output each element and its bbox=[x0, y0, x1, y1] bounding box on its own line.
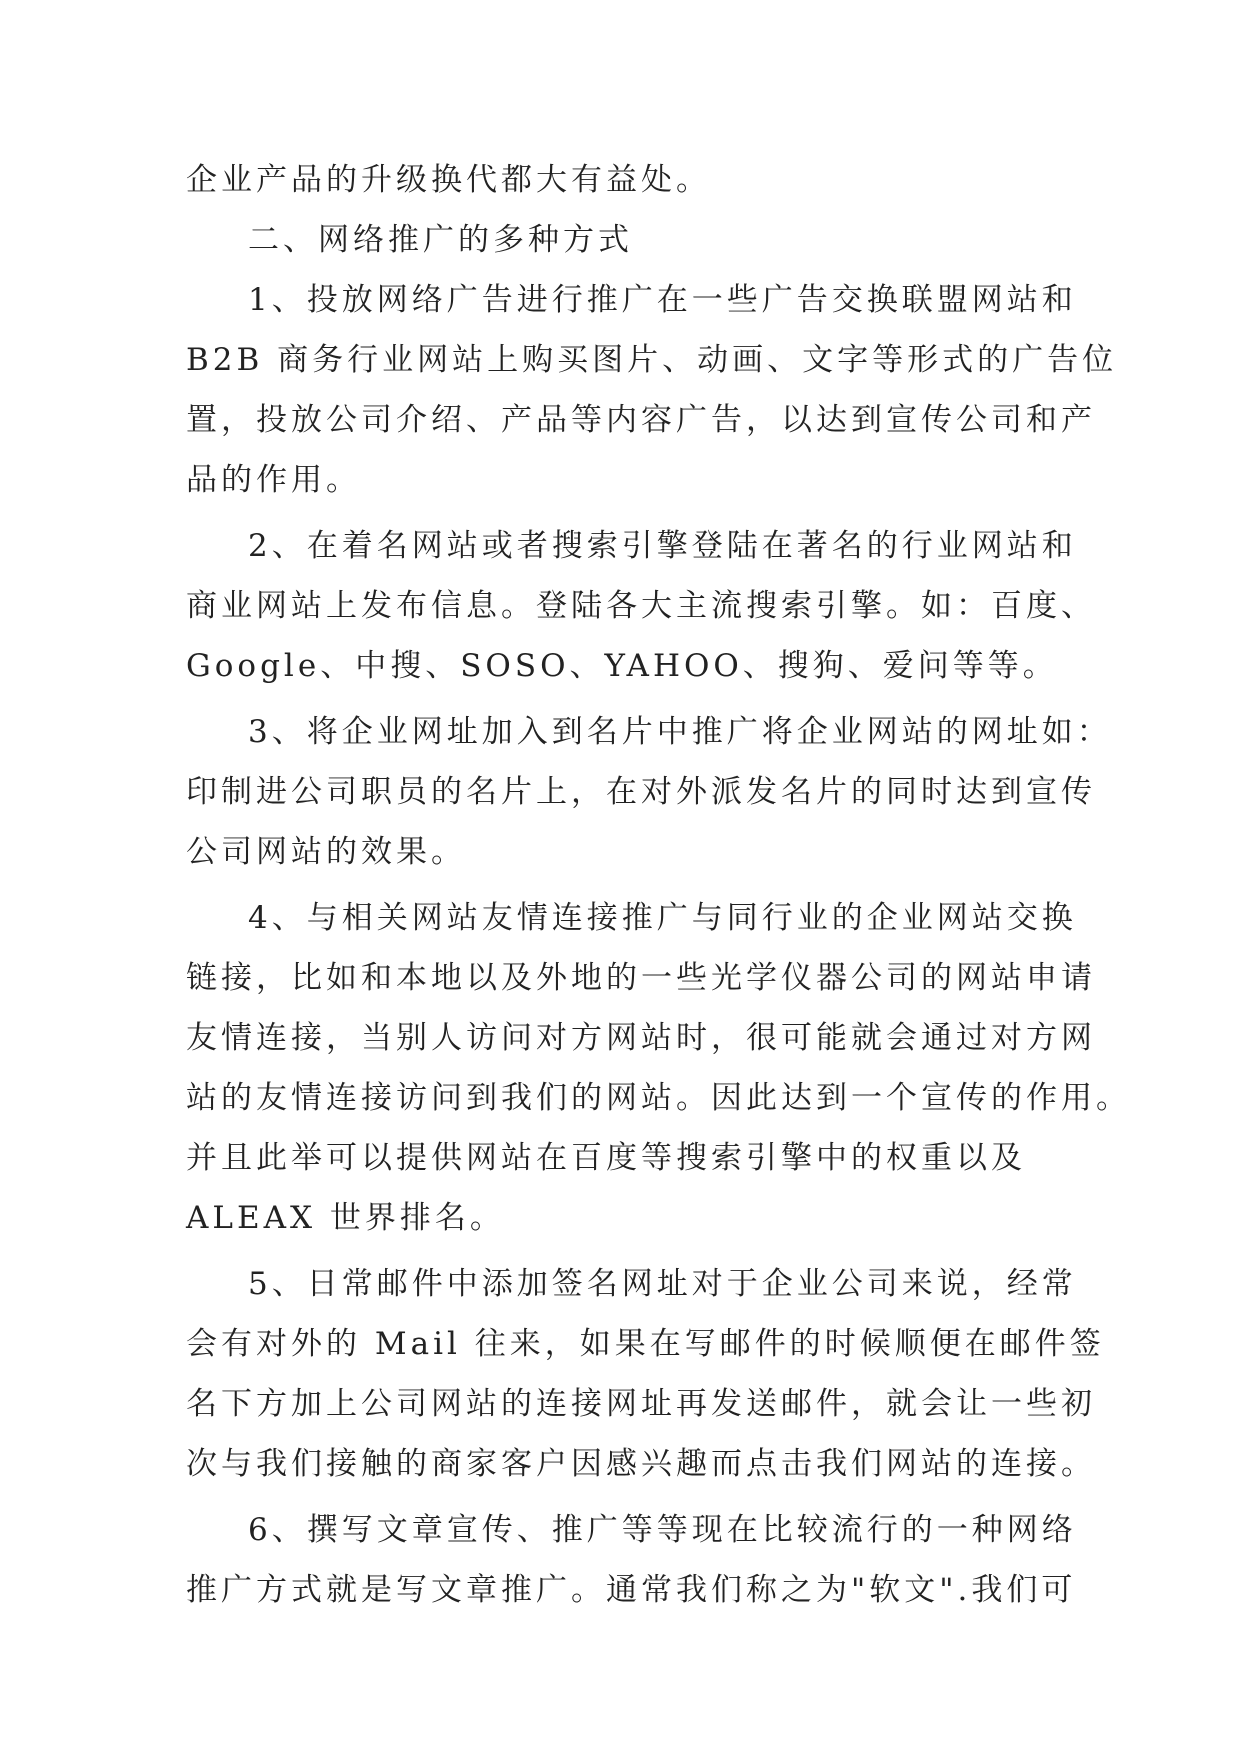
text-line: 品的作用。 bbox=[186, 462, 361, 498]
text-line: B2B 商务行业网站上购买图片、动画、文字等形式的广告位 bbox=[186, 342, 1118, 378]
text-line: 商业网站上发布信息。登陆各大主流搜索引擎。如：百度、 bbox=[186, 588, 1096, 624]
text-line: 会有对外的 Mail 往来，如果在写邮件的时候顺便在邮件签 bbox=[186, 1326, 1105, 1362]
text-line: 名下方加上公司网站的连接网址再发送邮件，就会让一些初 bbox=[186, 1386, 1096, 1422]
text-line: 链接，比如和本地以及外地的一些光学仪器公司的网站申请 bbox=[186, 960, 1096, 996]
text-line: 2、在着名网站或者搜索引擎登陆在著名的行业网站和 bbox=[248, 528, 1077, 564]
text-line: 印制进公司职员的名片上，在对外派发名片的同时达到宣传 bbox=[186, 774, 1096, 810]
text-line: Google、中搜、SOSO、YAHOO、搜狗、爱问等等。 bbox=[186, 648, 1058, 684]
text-line: 3、将企业网址加入到名片中推广将企业网站的网址如： bbox=[248, 714, 1112, 750]
text-line: 站的友情连接访问到我们的网站。因此达到一个宣传的作用。 bbox=[186, 1080, 1131, 1116]
text-line: 并且此举可以提供网站在百度等搜索引擎中的权重以及 bbox=[186, 1140, 1026, 1176]
text-line: 5、日常邮件中添加签名网址对于企业公司来说，经常 bbox=[248, 1266, 1077, 1302]
text-line: 次与我们接触的商家客户因感兴趣而点击我们网站的连接。 bbox=[186, 1446, 1096, 1482]
text-line: 友情连接，当别人访问对方网站时，很可能就会通过对方网 bbox=[186, 1020, 1096, 1056]
text-line: 公司网站的效果。 bbox=[186, 834, 466, 870]
section-heading: 二、网络推广的多种方式 bbox=[248, 222, 633, 258]
document-body bbox=[186, 150, 1131, 1620]
text-line: 置，投放公司介绍、产品等内容广告，以达到宣传公司和产 bbox=[186, 402, 1096, 438]
text-line: 1、投放网络广告进行推广在一些广告交换联盟网站和 bbox=[248, 282, 1077, 318]
text-line: 推广方式就是写文章推广。通常我们称之为"软文".我们可 bbox=[186, 1572, 1077, 1608]
text-line: 4、与相关网站友情连接推广与同行业的企业网站交换 bbox=[248, 900, 1077, 936]
text-line: 企业产品的升级换代都大有益处。 bbox=[186, 162, 711, 198]
text-line: 6、撰写文章宣传、推广等等现在比较流行的一种网络 bbox=[248, 1512, 1077, 1548]
text-line: ALEAX 世界排名。 bbox=[186, 1200, 505, 1236]
